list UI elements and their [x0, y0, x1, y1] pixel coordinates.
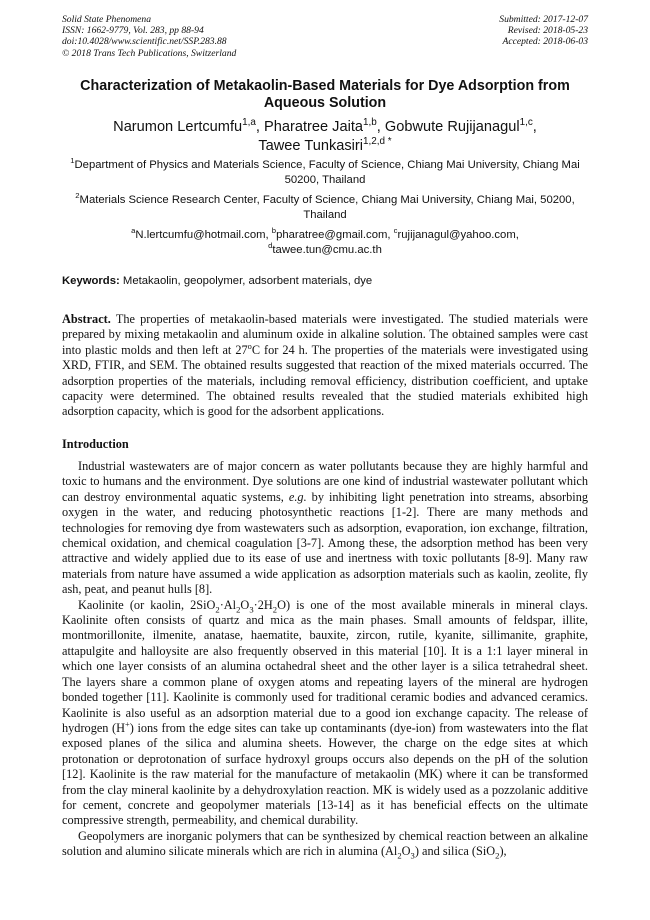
text-run: e.g. [288, 489, 307, 504]
paragraph [62, 598, 588, 829]
text-run: ·Al [219, 597, 237, 612]
journal-name: Solid State Phenomena [62, 14, 151, 25]
affiliation-number: 2 [75, 191, 80, 201]
text-run: O) is one of the most available minerals in mineral clays. Kaolinite often consists of quartz and mica as the main phases. Small amounts of feldspar, illite, montmorillonite, ilmenite, anatase, haematite, bauxite, zircon, rutile, kyanite, sillimanite, graphite, attapulgite and halloysite are also frequently observed in this material [10]. It is a 1:1 layer mineral in which one layer consists of an alumina octahedral sheet and the other layer is a silica tetrahedral sheet. The layers share a common plane of oxygen atoms and repeating layers of the mineral are hydrogen bonded together [11]. Kaolinite is commonly used for traditional ceramic bodies and advanced ceramics. Kaolinite is also useful as an adsorption material due to a good ion exchange capacity. The release of hydrogen (H [62, 597, 588, 735]
subscript: 2 [215, 604, 220, 615]
affiliation-text: Materials Science Research Center, Faculty of Science, Chiang Mai University, Chiang Mai, 50200, Thailand [79, 194, 575, 222]
paragraph [62, 459, 588, 598]
degree-mark: o [247, 341, 252, 351]
keywords-text: Metakaolin, geopolymer, adsorbent materials, dye [122, 275, 373, 287]
author-list: Narumon Lertcumfu$^{1,a}$, Pharatree Jaita$^{1,b}$, Gobwute Rujijanagul$^{1,c}$, Tawee Tunkasiri$^{1,2,d *}$ [113, 117, 537, 154]
revised-date: Revised: 2018-05-23 [507, 25, 588, 37]
email-link[interactable]: rujijanagul@yahoo.com [397, 229, 516, 241]
author-name: Tawee Tunkasiri [258, 138, 363, 154]
affiliation-1 [62, 158, 588, 188]
journal-doi[interactable]: doi:10.4028/www.scientific.net/SSP.283.88 [62, 36, 227, 48]
email-link[interactable]: pharatree@gmail.com [276, 229, 388, 241]
superscript: + [125, 719, 130, 729]
submitted-date: Submitted: 2017-12-07 [499, 14, 588, 25]
email-mark: d [268, 241, 273, 251]
introduction-body [62, 459, 588, 860]
email-list: $^a$N.lertcumfu@hotmail.com, $^b$pharatree@gmail.com, $^c$rujijanagul@yahoo.com, $^d$tawee.tun@cmu.ac.th [131, 226, 519, 257]
abstract-section [62, 312, 588, 420]
accepted-date: Accepted: 2018-06-03 [502, 36, 588, 48]
subscript: 2 [495, 850, 500, 861]
affiliation-number: 1 [70, 156, 75, 166]
author-affiliation-mark: 1,b [363, 117, 377, 129]
text-run: O [401, 844, 411, 859]
keywords-label: Keywords: [62, 275, 120, 287]
author-name: Gobwute Rujijanagul [384, 119, 520, 135]
abstract-label: Abstract. [62, 312, 111, 326]
paragraph [62, 829, 588, 860]
email-link[interactable]: tawee.tun@cmu.ac.th [272, 244, 382, 257]
text-run: Geopolymers are inorganic polymers that can be synthesized by chemical reaction between an alkaline solution and alumino silicate minerals which are rich in alumina (Al [62, 828, 588, 859]
abstract-text: The properties of metakaolin-based materials were investigated. The studied materials were prepared by mixing metakaolin and aluminum oxide in alkaline solution. The obtained samples were cast into plastic molds and then left at 27 [62, 312, 588, 357]
keywords-section [62, 274, 588, 289]
paper-title: Characterization of Metakaolin-Based Materials for Dye Adsorption from Aqueous Solution [80, 78, 570, 111]
author-affiliation-mark: 1,a [242, 117, 256, 129]
text-run: ·2H [253, 597, 273, 612]
journal-copyright: © 2018 Trans Tech Publications, Switzerland [62, 47, 237, 59]
text-run: Kaolinite (or kaolin, 2SiO [78, 597, 216, 612]
author-affiliation-mark: 1,2,d * [363, 136, 392, 148]
subscript: 2 [236, 604, 241, 615]
author-name: Pharatree Jaita [264, 119, 363, 135]
author-name: Narumon Lertcumfu [113, 119, 243, 135]
email-mark: b [271, 226, 277, 236]
subscript: 3 [249, 604, 254, 615]
email-link[interactable]: N.lertcumfu@hotmail.com [135, 229, 266, 241]
abstract-text: C for 24 h. The properties of the materials were investigated using XRD, FTIR, and SEM. The obtained results suggested that reaction of the mixed materials occurred. The adsorption properties of the materials, including removal efficiency, distribution coefficient, and uptake capacity were determined. The obtained results revealed that the studied materials exhibited high adsorption capacity, which is good for the adsorbent applications. [62, 342, 589, 419]
affiliation-2 [62, 193, 588, 223]
introduction-heading: Introduction [62, 437, 129, 451]
text-run: ) and silica (SiO [414, 844, 496, 859]
email-mark: a [131, 226, 136, 236]
subscript: 2 [397, 850, 402, 861]
affiliation-text: Department of Physics and Materials Science, Faculty of Science, Chiang Mai University, Chiang Mai 50200, Thailand [74, 159, 580, 187]
text-run: ), [499, 844, 507, 859]
text-run: Industrial wastewaters are of major concern as water pollutants because they are highly harmful and toxic to humans and the environment. Dye solutions are one kind of industrial wastewater pollutant which can destroy environmental aquatic systems, [62, 459, 588, 504]
subscript: 2 [272, 604, 278, 615]
submission-dates [499, 14, 588, 48]
journal-issn: ISSN: 1662-9779, Vol. 283, pp 88-94 [62, 25, 204, 37]
subscript: 3 [410, 850, 415, 861]
journal-info [62, 14, 236, 59]
author-affiliation-mark: 1,c [519, 117, 533, 129]
email-mark: c [393, 226, 398, 236]
text-run: ) ions from the edge sites can take up contaminants (dye-ion) from wastewaters into the flat exposed planes of the silica and alumina sheets. However, the charge on the edge sites at which protonation or deprotonation of surface hydroxyl groups occurs also depends on the pH of the solution [12]. Kaolinite is the raw material for the manufacture of metakaolin (MK) where it can be transformed from the clay mineral kaolinite by a dehydroxylation reaction. MK is widely used as a pozzolanic additive for cement, concrete and geopolymer materials [13-14] as it has beneficial effects on the ultimate compressive strength, permeability, and chemical durability. [62, 720, 589, 828]
text-run: by inhibiting light penetration into streams, absorbing oxygen in the water, and reducing photosynthetic reactions [1-2]. There are many methods and technologies for removing dye from wastewaters such as adsorption, evaporation, ion exchange, filtration, chemical oxidation, and chemical coagulation [3-7]. Among these, the adsorption method has been very attractive and widely applied due to its ease of use and inertness with toxic pollutants [8-9]. Many raw materials from nature have assumed a wide application as adsorption materials such as kaolin, zeolite, fly ash, peat, and peanut hulls [8]. [62, 489, 589, 597]
text-run: O [240, 597, 250, 612]
